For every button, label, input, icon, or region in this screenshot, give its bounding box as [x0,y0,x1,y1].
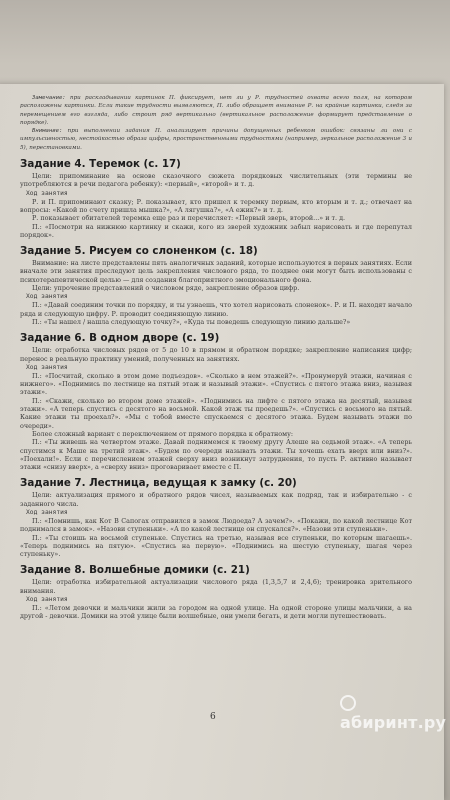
book-page [0,84,447,800]
body-paragraph: Р. показывает обитателей теремка еще раз и перечисляет: «Первый зверь, второй...» и т. д. [32,214,346,223]
page-content [20,94,412,621]
section-heading: Задание 5. Рисуем со слоненком (с. 18) [20,245,258,258]
body-paragraph: П.: «Помнишь, как Кот В Сапогах отправился в замок Людоеда? А зачем?». «Покажи, по какой лестнице Кот поднимался в замок». «Назови ступеньки». «А по какой лестнице он спускался?». «Назови эти ступеньки». [20,516,412,534]
body-paragraph: П.: «Скажи, сколько во втором доме этажей». «Поднимись на лифте с пятого этажа на десятый, называя этажи». «А теперь спустись с десятого на восьмой. Какой этаж ты проедешь?». «Спустись с восьмого на пятый. Какие этажи ты проехал?». «Мы с тобой вместе спускаемся с десятого этажа. Будем называть этажи по очереди». [20,396,412,430]
body-paragraph: П.: «Летом девочки и мальчики жили за городом на одной улице. На одной стороне улицы мальчики, а на другой - девочки. Домики на этой улице были волшебные, они умели бегать, и дети могли путешествовать. [20,604,412,621]
section-goal: Цели: актуализация прямого и обратного рядов чисел, называемых как подряд, так и избирательно - с заданного числа. [20,491,412,508]
note-paragraph: Замечание: при раскладывании картинок П. фиксирует, нет ли у Р. трудностей охвата всего поля, на котором расположены картинки. Если такие трудности выявляются, П. либо обращает внимание Р. на крайние картинки, следя за перемещением его взгляда, либо строит ряд вертикально (вертикальное расположение формирует представление о порядке). [20,95,412,126]
page-number: 6 [210,712,216,722]
body-paragraph: П.: «Ты живешь на четвертом этаже. Давай поднимемся к твоему другу Алеше на седьмой этаж». «А теперь спустимся к Маше на третий этаж». «Будем по очереди называть этажи. Ты хочешь ехать вверх или вниз?». «Поехали!». Если с перечислением этажей сверху вниз возникнут затруднения, то пусть Р. активно называет этажи «снизу вверх», а «сверху вниз» проговаривает вместе с П. [20,438,412,472]
body-paragraph: П.: «Посмотри на нижнюю картинку и скажи, кого из зверей художник забыл нарисовать и где перепутал порядок». [20,222,412,239]
course-label: Ход занятия [26,363,68,371]
course-label: Ход занятия [26,596,68,604]
section-note: Внимание: на листе представлены пять аналогичных заданий, которые используются в первых занятиях. Если вначале эти занятия преследуют цель закрепления числового ряда, то позднее они могут быть использованы с психотерапевтической целью — для создания благоприятного эмоционального фона. [20,259,412,284]
body-paragraph: Р. и П. припоминают сказку; Р. показывает, кто пришел к теремку первым, кто вторым и т. д.; отвечает на вопросы: «Какой по счету пришла мышка?», «А лягушка?», «А ежик?» и т. д. [20,197,412,214]
course-label: Ход занятия [26,508,68,516]
section-goal: Цели: упрочение представлений о числовом ряде, закрепление образов цифр. [32,284,300,293]
section-goal: Цели: отработка избирательной актуализации числового ряда (1,3,5,7 и 2,4,6); тренировка зрительного внимания. [20,578,412,595]
watermark [340,694,450,732]
section-heading: Задание 7. Лестница, ведущая к замку (с. 20) [20,477,297,490]
course-label: Ход занятия [26,189,68,197]
section-goal: Цели: отработка числовых рядов от 5 до 10 в прямом и обратном порядке; закрепление написания цифр; перенос в реальную практику умений, полученных на занятиях. [20,346,412,363]
body-paragraph: П.: «Посчитай, сколько в этом доме подъездов». «Сколько в нем этажей?». «Пронумеруй этажи, начиная с нижнего». «Поднимись по лестнице на пятый этаж и назывый этажи». «Спустись с пятого этажа вниз, называя этажи». [20,371,412,397]
note-paragraph: Внимание: при выполнении задания П. анализирует причины допущенных ребенком ошибок: связаны ли они с импульсивностью, нестойкостью образа цифры, пространственными трудностями (например, зеркальное расположение 3 и 5), перестановками. [20,128,412,151]
watermark-text: абиринт.ру [340,713,447,732]
body-paragraph: П.: «Ты нашел / нашла следующую точку?», «Куда ты поведешь следующую линию дальше?» [32,317,351,326]
body-paragraph: Более сложный вариант с переключением от прямого порядка к обратному: [32,429,294,438]
section-heading: Задание 4. Теремок (с. 17) [20,158,181,171]
section-goal: Цели: припоминание на основе сказочного сюжета порядковых числительных (эти термины не употребляются в речи педагога ребенку): «первый», «второй» и т. д. [20,172,412,189]
labirint-logo-icon [340,695,356,711]
body-paragraph: П.: «Давай соединим точки по порядку, и ты узнаешь, что хотел нарисовать слоненок». Р. и П. находят начало ряда и следующую цифру. Р. проводит соединяющую линию. [20,301,412,318]
section-heading: Задание 6. В одном дворе (с. 19) [20,332,220,345]
course-label: Ход занятия [26,293,68,301]
section-heading: Задание 8. Волшебные домики (с. 21) [20,564,250,577]
body-paragraph: П.: «Ты стоишь на восьмой ступеньке. Спустись на третью, называя все ступеньки, по которым шагаешь». «Теперь поднимись на пятую». «Спустись на первую». «Поднимись на шестую ступеньку, шагая через ступеньку». [20,533,412,559]
